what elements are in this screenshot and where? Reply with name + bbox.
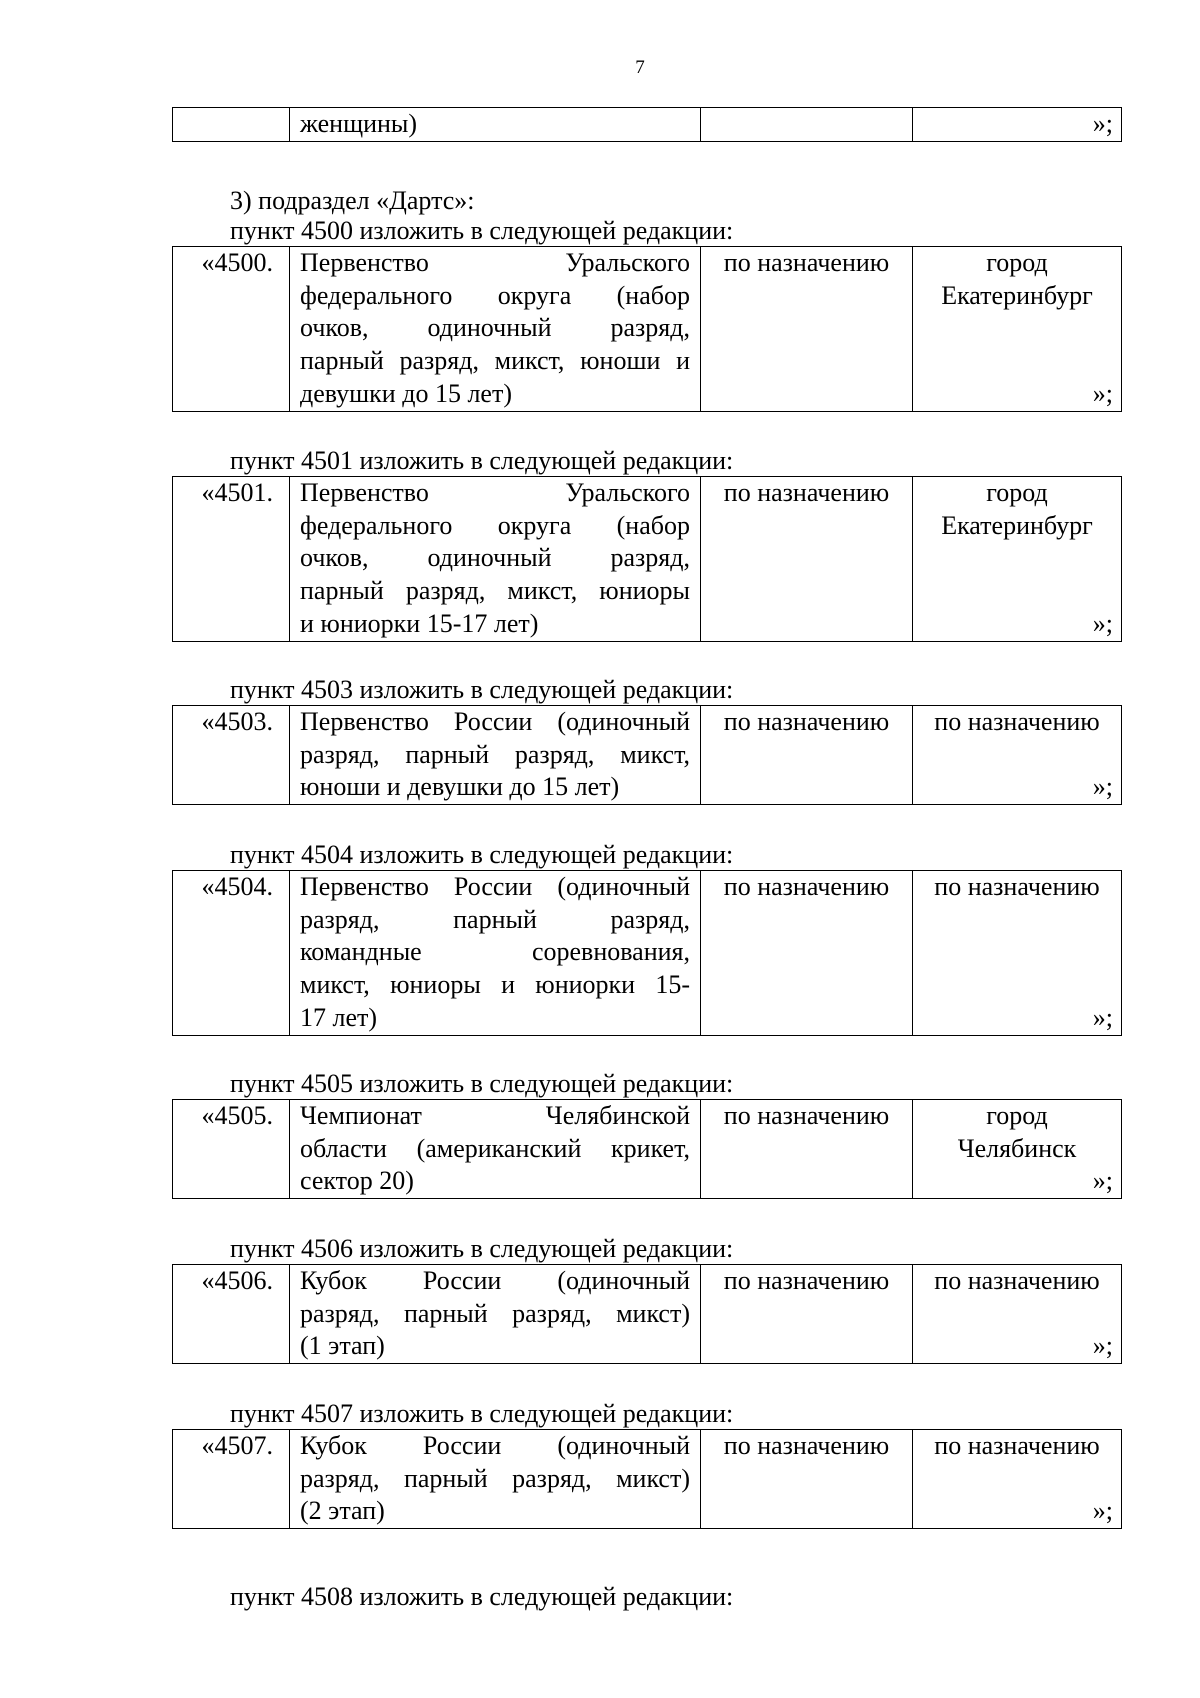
edit-instruction: пункт 4501 изложить в следующей редакции: bbox=[230, 446, 734, 475]
place-line: город bbox=[986, 248, 1048, 277]
name-line: Первенство Уральского bbox=[300, 478, 690, 507]
entry-table bbox=[172, 476, 1122, 642]
table-row bbox=[173, 1100, 1122, 1199]
spacer bbox=[923, 739, 1111, 772]
name-line: и юниорки 15-17 лет) bbox=[300, 608, 539, 638]
edit-instruction: пункт 4507 изложить в следующей редакции: bbox=[230, 1399, 734, 1428]
closing-quote: »; bbox=[1092, 378, 1113, 408]
cell-name bbox=[290, 706, 701, 805]
cell-number: «4505. bbox=[173, 1100, 290, 1199]
name-line: Первенство Уральского bbox=[300, 248, 690, 277]
edit-instruction: пункт 4500 изложить в следующей редакции: bbox=[230, 216, 734, 245]
entry-table bbox=[172, 1429, 1122, 1529]
place-line: по назначению bbox=[934, 1431, 1100, 1460]
cell-place bbox=[913, 1100, 1122, 1199]
spacer bbox=[923, 575, 1111, 608]
name-line: (1 этап) bbox=[300, 1331, 385, 1361]
name-line: командные соревнования, bbox=[300, 937, 690, 967]
place-line: город bbox=[986, 1101, 1048, 1130]
cell-date: по назначению bbox=[701, 1100, 913, 1199]
closing-quote: »; bbox=[1092, 608, 1113, 638]
name-line: Кубок России (одиночный bbox=[300, 1266, 690, 1295]
table-row bbox=[173, 706, 1122, 805]
spacer bbox=[923, 312, 1111, 345]
name-line: (2 этап) bbox=[300, 1496, 385, 1526]
entry-table bbox=[172, 1099, 1122, 1199]
spacer bbox=[923, 936, 1111, 969]
cell-number bbox=[173, 108, 290, 142]
place-line: Екатеринбург bbox=[941, 280, 1093, 310]
cell-place bbox=[913, 706, 1122, 805]
cell-number: «4500. bbox=[173, 247, 290, 412]
table-row bbox=[173, 871, 1122, 1036]
name-line: разряд, парный разряд, bbox=[300, 904, 690, 934]
table-row bbox=[173, 247, 1122, 412]
cell-name bbox=[290, 1430, 701, 1529]
edit-instruction: пункт 4506 изложить в следующей редакции: bbox=[230, 1234, 734, 1263]
cell-place bbox=[913, 871, 1122, 1036]
spacer bbox=[923, 1463, 1111, 1496]
name-line: юноши и девушки до 15 лет) bbox=[300, 772, 620, 802]
cell-name bbox=[290, 871, 701, 1036]
cell-name bbox=[290, 1265, 701, 1364]
cell-date: по назначению bbox=[701, 871, 913, 1036]
entry-table bbox=[172, 870, 1122, 1036]
edit-instruction: пункт 4503 изложить в следующей редакции: bbox=[230, 675, 734, 704]
entry-table bbox=[172, 246, 1122, 412]
closing-quote: »; bbox=[1092, 109, 1113, 138]
cell-name bbox=[290, 108, 701, 142]
table-row bbox=[173, 108, 1122, 142]
cell-place bbox=[913, 247, 1122, 412]
cell-place bbox=[913, 1430, 1122, 1529]
name-line: разряд, парный разряд, микст) bbox=[300, 1298, 690, 1328]
cell-name bbox=[290, 247, 701, 412]
name-line: Чемпионат Челябинской bbox=[300, 1101, 690, 1130]
cell-number: «4506. bbox=[173, 1265, 290, 1364]
cell-number: «4507. bbox=[173, 1430, 290, 1529]
name-line: федерального округа (набор bbox=[300, 280, 690, 310]
spacer bbox=[923, 904, 1111, 937]
place-line: по назначению bbox=[934, 707, 1100, 736]
page-number: 7 bbox=[635, 57, 645, 78]
name-line: 17 лет) bbox=[300, 1002, 378, 1032]
name-line: парный разряд, микст, юноши и bbox=[300, 346, 690, 376]
entry-table bbox=[172, 705, 1122, 805]
entry-table bbox=[172, 1264, 1122, 1364]
name-line: микст, юниоры и юниорки 15- bbox=[300, 970, 690, 1000]
table-row bbox=[173, 1265, 1122, 1364]
cell-date: по назначению bbox=[701, 706, 913, 805]
cell-place bbox=[913, 108, 1122, 142]
edit-instruction: пункт 4505 изложить в следующей редакции: bbox=[230, 1069, 734, 1098]
edit-instruction: пункт 4504 изложить в следующей редакции: bbox=[230, 840, 734, 869]
cell-number: «4504. bbox=[173, 871, 290, 1036]
table-row bbox=[173, 1430, 1122, 1529]
name-line: парный разряд, микст, юниоры bbox=[300, 576, 690, 606]
cell-number: «4503. bbox=[173, 706, 290, 805]
spacer bbox=[923, 345, 1111, 378]
place-line: Екатеринбург bbox=[941, 510, 1093, 540]
name-line: женщины) bbox=[300, 109, 418, 138]
place-line: по назначению bbox=[934, 1266, 1100, 1295]
cell-date: по назначению bbox=[701, 247, 913, 412]
cell-place bbox=[913, 477, 1122, 642]
place-line: по назначению bbox=[934, 872, 1100, 901]
name-line: очков, одиночный разряд, bbox=[300, 313, 690, 343]
cell-date: по назначению bbox=[701, 1265, 913, 1364]
cell-date: по назначению bbox=[701, 1430, 913, 1529]
section-heading: 3) подраздел «Дартс»: bbox=[230, 186, 475, 215]
cell-place bbox=[913, 1265, 1122, 1364]
name-line: Первенство России (одиночный bbox=[300, 872, 690, 901]
spacer bbox=[923, 969, 1111, 1002]
closing-quote: »; bbox=[1092, 1002, 1113, 1032]
cell-date: по назначению bbox=[701, 477, 913, 642]
cell-name bbox=[290, 1100, 701, 1199]
closing-quote: »; bbox=[1092, 1496, 1113, 1526]
cell-date bbox=[701, 108, 913, 142]
final-instruction: пункт 4508 изложить в следующей редакции: bbox=[230, 1582, 734, 1611]
name-line: девушки до 15 лет) bbox=[300, 378, 512, 408]
name-line: разряд, парный разряд, микст) bbox=[300, 1463, 690, 1493]
name-line: федерального округа (набор bbox=[300, 510, 690, 540]
table-row bbox=[173, 477, 1122, 642]
spacer bbox=[923, 542, 1111, 575]
closing-quote: »; bbox=[1092, 1166, 1113, 1196]
closing-quote: »; bbox=[1092, 772, 1113, 802]
name-line: сектор 20) bbox=[300, 1166, 414, 1196]
spacer bbox=[923, 1298, 1111, 1331]
place-line: Челябинск bbox=[957, 1133, 1077, 1163]
closing-quote: »; bbox=[1092, 1331, 1113, 1361]
place-line: город bbox=[986, 478, 1048, 507]
cell-number: «4501. bbox=[173, 477, 290, 642]
name-line: Кубок России (одиночный bbox=[300, 1431, 690, 1460]
name-line: Первенство России (одиночный bbox=[300, 707, 690, 736]
name-line: очков, одиночный разряд, bbox=[300, 543, 690, 573]
name-line: разряд, парный разряд, микст, bbox=[300, 739, 690, 769]
cell-name bbox=[290, 477, 701, 642]
name-line: области (американский крикет, bbox=[300, 1133, 690, 1163]
continuation-table bbox=[172, 107, 1122, 142]
